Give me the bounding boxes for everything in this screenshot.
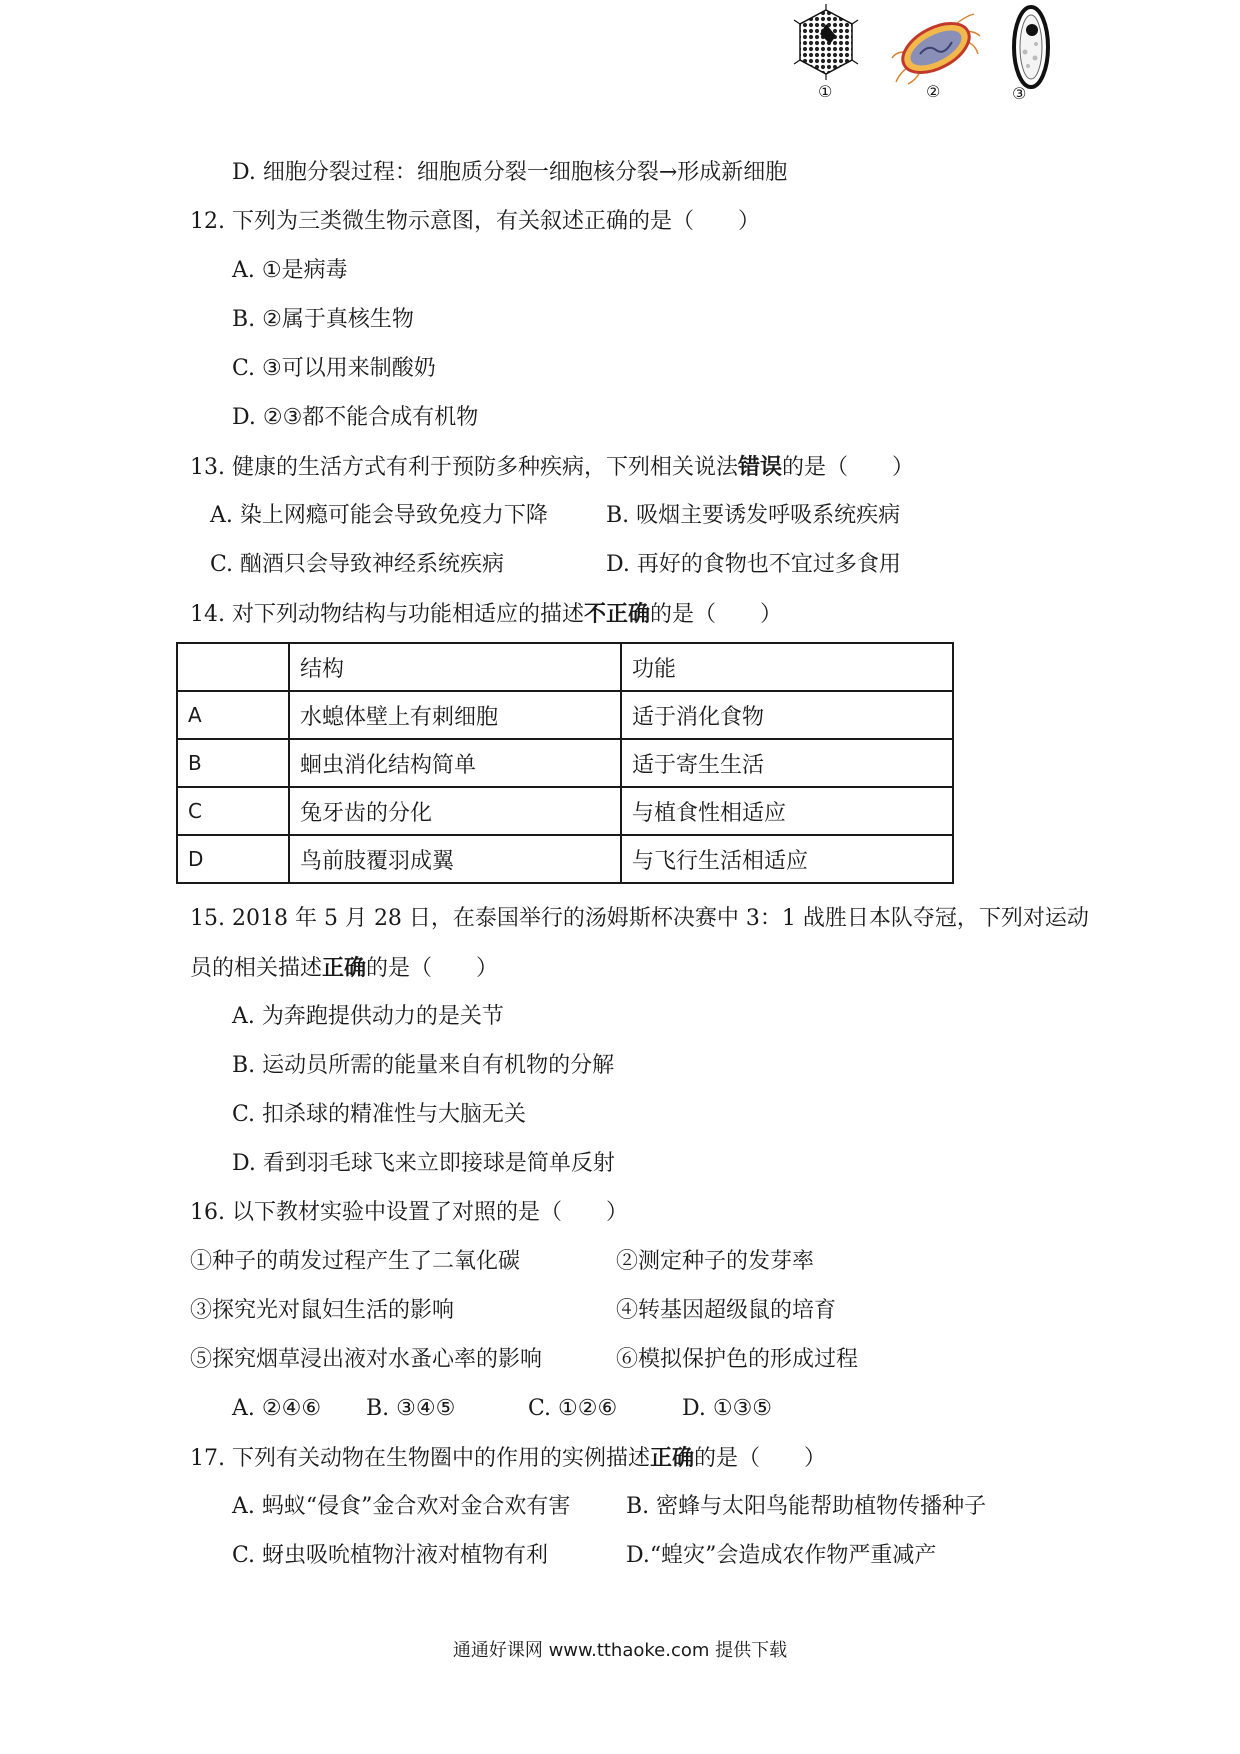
table-row xyxy=(177,739,953,787)
yeast-label: ③ xyxy=(1012,84,1027,103)
q16-option-c: C. ①②⑥ xyxy=(528,1396,618,1421)
table-cell: 蛔虫消化结构简单 xyxy=(289,739,621,787)
q16-item-4: ④转基因超级鼠的培育 xyxy=(616,1298,837,1323)
q12-option-b: B. ②属于真核生物 xyxy=(232,307,414,332)
page-footer: 通通好课网 www.tthaoke.com 提供下载 xyxy=(452,1640,788,1661)
q12-stem: 12. 下列为三类微生物示意图，有关叙述正确的是（ ） xyxy=(190,209,760,234)
table-cell: 兔牙齿的分化 xyxy=(289,787,621,835)
q13-option-d: D. 再好的食物也不宜过多食用 xyxy=(606,552,901,577)
table-cell: D xyxy=(177,835,289,883)
q13-stem-text: 13. 健康的生活方式有利于预防多种疾病，下列相关说法 xyxy=(190,455,738,480)
q16-item-5: ⑤探究烟草浸出液对水蚤心率的影响 xyxy=(190,1347,543,1372)
table-row xyxy=(177,835,953,883)
q13-option-c: C. 酗酒只会导致神经系统疾病 xyxy=(210,552,505,577)
table-cell: 与植食性相适应 xyxy=(621,787,953,835)
q15-stem-tail: 的是（ ） xyxy=(366,956,499,981)
q15-stem-text: 员的相关描述 xyxy=(190,956,323,981)
q17-stem-emphasis: 正确 xyxy=(649,1445,694,1471)
yeast-illustration xyxy=(1008,2,1054,92)
q17-stem-tail: 的是（ ） xyxy=(694,1446,827,1471)
table-cell: 与飞行生活相适应 xyxy=(621,835,953,883)
q13-stem-tail: 的是（ ） xyxy=(782,455,915,480)
q12-option-a: A. ①是病毒 xyxy=(232,258,348,283)
q15-option-a: A. 为奔跑提供动力的是关节 xyxy=(232,1004,504,1029)
bacterium-label: ② xyxy=(926,82,941,101)
q17-option-b: B. 密蜂与太阳鸟能帮助植物传播种子 xyxy=(626,1494,987,1519)
q16-option-a: A. ②④⑥ xyxy=(232,1396,322,1421)
table-row xyxy=(177,691,953,739)
table-header-row xyxy=(177,643,953,691)
q16-item-2: ②测定种子的发芽率 xyxy=(616,1249,815,1274)
table-row xyxy=(177,787,953,835)
q13-option-b: B. 吸烟主要诱发呼吸系统疾病 xyxy=(606,503,901,528)
q17-option-d: D.“蝗灾”会造成农作物严重减产 xyxy=(626,1543,937,1568)
q14-table xyxy=(176,642,954,884)
table-cell: 水螅体壁上有刺细胞 xyxy=(289,691,621,739)
virus-label: ① xyxy=(818,82,833,101)
q16-option-d: D. ①③⑤ xyxy=(682,1396,773,1421)
q12-option-c: C. ③可以用来制酸奶 xyxy=(232,356,436,381)
table-header-cell xyxy=(177,643,289,691)
q13-stem xyxy=(190,452,914,483)
table-cell: A xyxy=(177,691,289,739)
q15-stem-emphasis: 正确 xyxy=(322,955,367,981)
q16-stem: 16. 以下教材实验中设置了对照的是（ ） xyxy=(190,1200,628,1225)
table-cell: 适于寄生生活 xyxy=(621,739,953,787)
q15-option-d: D. 看到羽毛球飞来立即接球是简单反射 xyxy=(232,1151,615,1176)
q13-stem-emphasis: 错误 xyxy=(737,454,782,480)
q14-stem-emphasis: 不正确 xyxy=(583,601,650,627)
table-cell: B xyxy=(177,739,289,787)
microorganism-figures xyxy=(790,0,1080,110)
q14-stem-tail: 的是（ ） xyxy=(650,602,783,627)
bacterium-illustration xyxy=(890,6,982,86)
virus-illustration xyxy=(790,4,862,86)
table-cell: 鸟前肢覆羽成翼 xyxy=(289,835,621,883)
table-header-cell: 功能 xyxy=(621,643,953,691)
q17-stem xyxy=(190,1443,826,1474)
q16-item-1: ①种子的萌发过程产生了二氧化碳 xyxy=(190,1249,521,1274)
table-header-cell: 结构 xyxy=(289,643,621,691)
table-cell: C xyxy=(177,787,289,835)
q17-stem-text: 17. 下列有关动物在生物圈中的作用的实例描述 xyxy=(190,1446,650,1471)
q15-stem-line-2 xyxy=(190,953,498,984)
table-cell: 适于消化食物 xyxy=(621,691,953,739)
q16-item-6: ⑥模拟保护色的形成过程 xyxy=(616,1347,859,1372)
q16-item-3: ③探究光对鼠妇生活的影响 xyxy=(190,1298,455,1323)
q14-stem xyxy=(190,599,782,630)
q15-option-c: C. 扣杀球的精准性与大脑无关 xyxy=(232,1102,527,1127)
q15-stem-line-1: 15. 2018 年 5 月 28 日，在泰国举行的汤姆斯杯决赛中 3：1 战胜日本队夺冠，下列对运动 xyxy=(190,906,1089,931)
q15-option-b: B. 运动员所需的能量来自有机物的分解 xyxy=(232,1053,615,1078)
q17-option-a: A. 蚂蚁“侵食”金合欢对金合欢有害 xyxy=(232,1494,571,1519)
q11-option-d: D. 细胞分裂过程：细胞质分裂一细胞核分裂→形成新细胞 xyxy=(232,160,788,185)
q17-option-c: C. 蚜虫吸吮植物汁液对植物有利 xyxy=(232,1543,549,1568)
q13-option-a: A. 染上网瘾可能会导致免疫力下降 xyxy=(210,503,548,528)
q14-stem-text: 14. 对下列动物结构与功能相适应的描述 xyxy=(190,602,584,627)
q12-option-d: D. ②③都不能合成有机物 xyxy=(232,405,479,430)
q16-option-b: B. ③④⑤ xyxy=(366,1396,456,1421)
